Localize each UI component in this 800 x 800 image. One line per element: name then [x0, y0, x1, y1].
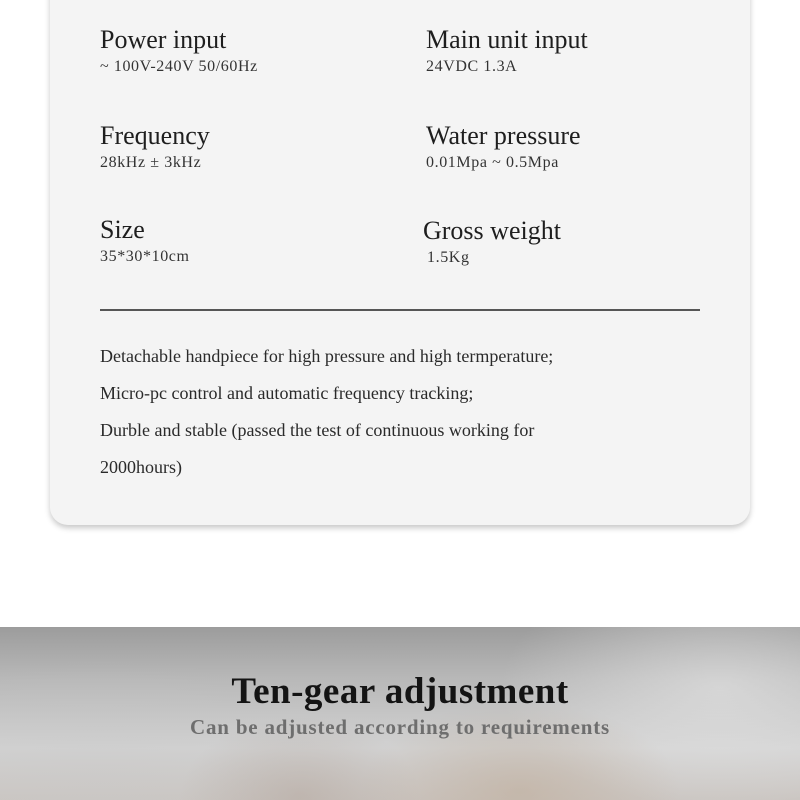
feature-line: 2000hours) [100, 457, 182, 477]
spec-gross-weight [423, 216, 723, 268]
spec-value: 24VDC 1.3A [426, 58, 518, 75]
spec-water-pressure [426, 121, 726, 173]
spec-size [100, 215, 400, 267]
divider [100, 309, 700, 311]
spec-label: Water pressure [426, 121, 581, 150]
spec-power-input [100, 25, 400, 77]
feature-list [100, 338, 660, 486]
spec-value: ~ 100V-240V 50/60Hz [100, 58, 258, 75]
spec-frequency [100, 121, 400, 173]
spec-value: 1.5Kg [427, 249, 470, 266]
spec-label: Gross weight [423, 216, 561, 245]
feature-line: Durble and stable (passed the test of continuous working for [100, 420, 535, 440]
gear-title: Ten-gear adjustment [231, 671, 569, 712]
spec-value: 28kHz ± 3kHz [100, 154, 202, 171]
spec-label: Size [100, 215, 145, 244]
spec-label: Frequency [100, 121, 210, 150]
spec-value: 35*30*10cm [100, 248, 190, 265]
gear-adjustment-banner [0, 627, 800, 800]
spec-label: Power input [100, 25, 227, 54]
spec-card [50, 0, 750, 525]
feature-line: Detachable handpiece for high pressure and high termperature; [100, 346, 554, 366]
spec-main-unit-input [426, 25, 726, 77]
gear-subtitle: Can be adjusted according to requirements [190, 715, 610, 739]
spec-label: Main unit input [426, 25, 588, 54]
spec-value: 0.01Mpa ~ 0.5Mpa [426, 154, 559, 171]
feature-line: Micro-pc control and automatic frequency tracking; [100, 383, 474, 403]
